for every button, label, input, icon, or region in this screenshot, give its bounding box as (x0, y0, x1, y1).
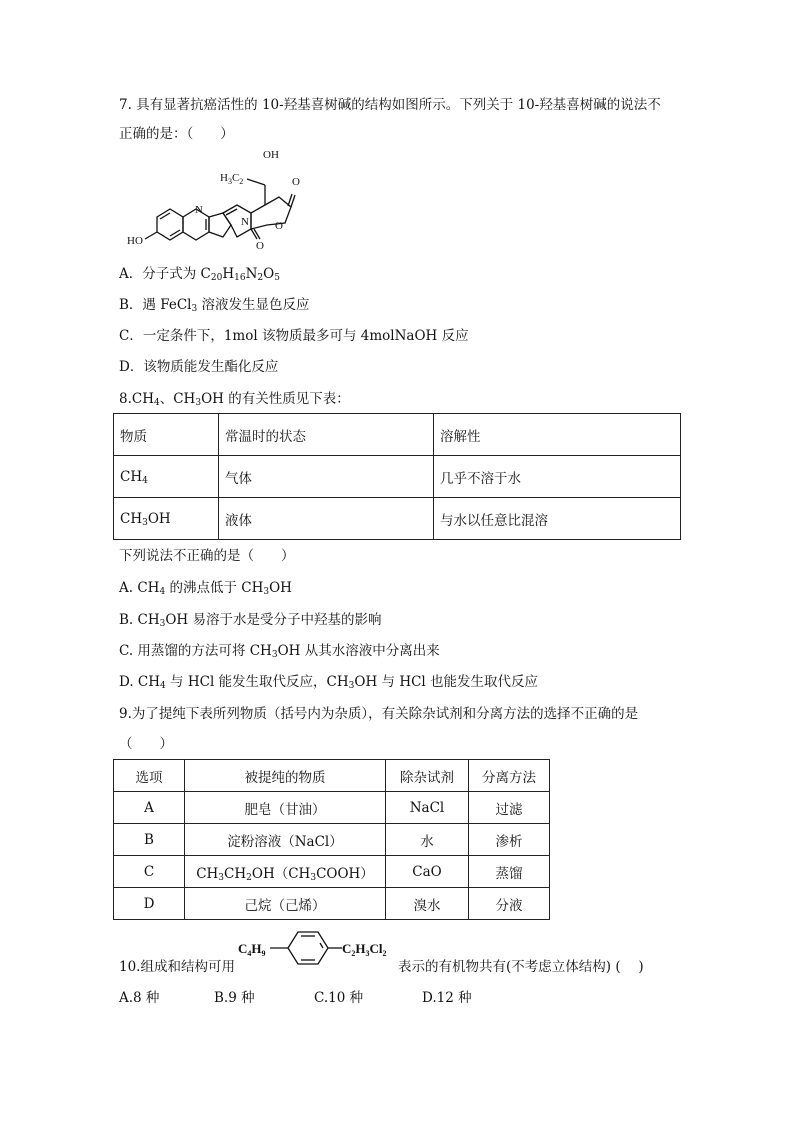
benzene-ring (288, 932, 328, 964)
q8-option-a: A. $CH_4$ 的沸点低于 $CH_3OH$ (119, 580, 292, 597)
header-cell: 被提纯的物质 (185, 760, 386, 792)
table-cell: 溴水 (386, 888, 469, 920)
ch3ch2-label: $H_3C_2$ (220, 172, 244, 186)
c2h3cl2-group: $C_2H_3Cl_2$ (342, 941, 387, 958)
hydroxycamptothecin-structure (125, 145, 305, 253)
table-row (114, 792, 550, 824)
q8-property-table (113, 413, 681, 540)
q7-option-c: C．一定条件下，1mol 该物质最多可与 4molNaOH 反应 (119, 328, 469, 344)
q10-option-c: C.10 种 (314, 990, 364, 1006)
oh-label: OH (263, 149, 279, 161)
header-cell: 分离方法 (469, 760, 550, 792)
q7-stem-line2: 正确的是：（ ） (119, 126, 234, 142)
q9-stem-line2: （ ） (119, 736, 173, 752)
q7-option-b: B．遇 FeCl$_3$ 溶液发生显色反应 (119, 297, 310, 314)
q8-ask: 下列说法不正确的是（ ） (119, 548, 295, 564)
q10-benzene-structure (236, 926, 386, 972)
q9-purification-table (113, 759, 550, 920)
header-cell: 除杂试剂 (386, 760, 469, 792)
table-cell: $CH_3CH_2OH(CH_3COOH)$ (185, 856, 386, 888)
q7-stem-line1: 7. 具有显著抗癌活性的 10-羟基喜树碱的结构如图所示。下列关于 10-羟基喜树碱的说法不 (119, 97, 661, 113)
q10-option-b: B.9 种 (214, 990, 255, 1006)
table-cell: D (114, 888, 185, 920)
q9-stem-line1: 9.为了提纯下表所列物质（括号内为杂质），有关除杂试剂和分离方法的选择不正确的是 (119, 706, 639, 722)
ketone-o-bottom: O (256, 240, 264, 252)
ho-label: HO (127, 235, 143, 247)
table-row (114, 456, 681, 498)
table-row (114, 824, 550, 856)
n-label-1: N (195, 204, 203, 216)
ketone-o-top: O (292, 176, 300, 188)
table-row (114, 498, 681, 540)
lactone-ring-e (251, 197, 291, 229)
table-cell: 液体 (219, 498, 434, 540)
header-cell: 常温时的状态 (219, 414, 434, 456)
table-cell: $CH_4$ (114, 456, 219, 498)
c4h9-group: $C_4H_9$ (238, 941, 266, 958)
q8-stem: $8.CH_4$、$CH_3OH$ 的有关性质见下表： (119, 391, 350, 408)
five-ring-c (209, 213, 231, 237)
table-row (114, 856, 550, 888)
table-cell: B (114, 824, 185, 856)
header-cell: 物质 (114, 414, 219, 456)
table-header-row (114, 414, 681, 456)
header-cell: 选项 (114, 760, 185, 792)
q10-option-a: A.8 种 (119, 990, 160, 1006)
table-cell: 分液 (469, 888, 550, 920)
q7-option-d: D．该物质能发生酯化反应 (119, 359, 279, 375)
q10-stem-post: 表示的有机物共有(不考虑立体结构) ( ) (398, 959, 644, 975)
table-cell: CaO (386, 856, 469, 888)
table-row (114, 888, 550, 920)
table-cell: 气体 (219, 456, 434, 498)
table-cell: A (114, 792, 185, 824)
table-header-row (114, 760, 550, 792)
q10-option-d: D.12 种 (422, 990, 472, 1006)
table-cell: 肥皂（甘油） (185, 792, 386, 824)
q8-option-d: D. $CH_4$ 与 HCl 能发生取代反应，$CH_3OH$ 与 HCl 也能发生取代反应 (119, 674, 539, 691)
table-cell: 淀粉溶液（NaCl） (185, 824, 386, 856)
q8-option-b: B. $CH_3OH$ 易溶于水是受分子中羟基的影响 (119, 612, 382, 629)
q8-option-c: C. 用蒸馏的方法可将 $CH_3OH$ 从其水溶液中分离出来 (119, 643, 440, 660)
n-label-2: N (241, 216, 249, 228)
q10-stem-pre: 10.组成和结构可用 (119, 959, 235, 975)
ring-o: O (275, 220, 283, 232)
table-cell: 水 (386, 824, 469, 856)
table-cell: 与水以任意比混溶 (434, 498, 681, 540)
table-cell: $CH_3OH$ (114, 498, 219, 540)
table-cell: 己烷（己烯） (185, 888, 386, 920)
table-cell: 过滤 (469, 792, 550, 824)
table-cell: 渗析 (469, 824, 550, 856)
table-cell: C (114, 856, 185, 888)
table-cell: 几乎不溶于水 (434, 456, 681, 498)
q7-option-a: A．分子式为 $C_{20}H_{16}N_2O_5$ (119, 266, 280, 283)
table-cell: NaCl (386, 792, 469, 824)
header-cell: 溶解性 (434, 414, 681, 456)
table-cell: 蒸馏 (469, 856, 550, 888)
